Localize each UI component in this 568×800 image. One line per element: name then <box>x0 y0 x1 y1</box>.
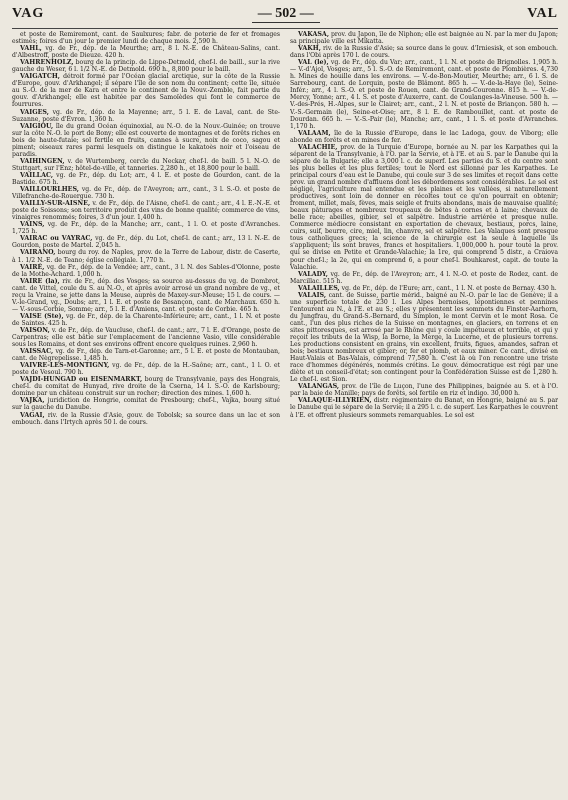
dictionary-entry <box>12 73 280 108</box>
entry-text: prov. du Japon, île de Niphon; elle est baignée au N. par la mer du Japon; sa principale ville est Mikatta. <box>290 31 558 46</box>
left-column <box>12 31 280 791</box>
entry-text: v. de Fr., dép. de l'Aisne, chef-l. de cant.; arr., 4 l. E.-N.-E. et poste de Soissons; son territoire produit des vins de bonne qualité; commerce de vins, vinaigres renommés; foires, 3 d'un jour. 1,400 h. <box>12 200 280 222</box>
entry-text: et poste de Remiremont, cant. de Saulxures; fabr. de poterie de fer et fromages estimés; foires d'un jour le premier lundi de chaque mois. 2,590 h. <box>12 31 280 46</box>
entry-text: vg. de Fr., dép. du Lot, chef-l. de cant.; arr., 13 l. N.-E. de Gourdon, poste de Martel. 2,045 h. <box>12 235 280 250</box>
page-number: — 502 — <box>252 6 320 23</box>
dictionary-entry <box>290 285 558 292</box>
entry-headword: VALADY, <box>298 270 328 278</box>
dictionary-entry <box>12 397 280 411</box>
entry-headword: VAJDI-HUNGAD ou EISENMARKT, <box>20 376 143 384</box>
entry-headword: VAIRANO, <box>20 249 56 257</box>
dictionary-entry <box>12 348 280 362</box>
entry-headword: VALANGAS, <box>298 383 340 391</box>
entry-text: riv. de Fr., dép. des Vosges; sa source au-dessus du vg. de Dombrot, cant. de Vittel, coule du S. au N.-O., et après avoir arrosé un grand nombre de vg., et reçu la Vraine, se jette dans la Meuse, auprès de Maxey-sur-Meuse; 15 l. de cours. — V.-le-Grand, vg., Doubs; arr., 1 l. E. et poste de Besançon, cant. de Marchaux. 650 h. — V.-sous-Corbie, Somme; arr., 5 l. E. d'Amiens, cant. et poste de Corbie. 465 h. <box>12 277 280 313</box>
entry-text: riv. de la Russie d'Asie, gouv. de Tobolsk; sa source dans un lac et son embouch. dans l'Irtych après 50 l. de cours. <box>12 411 280 426</box>
entry-headword: VAHL, <box>20 45 42 53</box>
dictionary-entry <box>290 292 558 384</box>
entry-headword: VAJKA, <box>20 397 45 405</box>
dictionary-entry <box>12 327 280 348</box>
entry-text: vg. de Fr., dép. de la Vendée; arr., cant., 3 l. N. des Sables-d'Olonne, poste de la Mothe-Achard. 1,000 h. <box>12 263 280 278</box>
dictionary-entry <box>12 186 280 200</box>
entry-text: île de la Russie d'Europe, dans le lac Ladoga, gouv. de Viborg; elle abonde en forêts et en mines de fer. <box>290 129 558 144</box>
entry-headword: VAGAI, <box>20 411 45 419</box>
entry-headword: VAIGES, <box>20 108 49 116</box>
entry-headword: VAHRENHOLZ, <box>20 59 74 67</box>
entry-text: bourg de la princip. de Lippe-Detmold, chef-l. de baill., sur la rive gauche du Weser, 6 l. 1/2 N.-E. de Detmold. 690 h., 8,800 pour le baill. <box>12 59 280 74</box>
entry-text: vg. de Fr., dép. de la Mayenne; arr., 5 l. E. de Laval, cant. de Ste-Suzanne, poste d'Évron. 1,360 h. <box>12 108 280 123</box>
running-head-right: VAL <box>527 6 558 21</box>
entry-text: vg. de Fr., dép. du Lot; arr., 4 l. E. et poste de Gourdon, cant. de la Bastide. 675 h. <box>12 171 280 186</box>
entry-headword: VALAILLES, <box>298 284 340 292</box>
dictionary-entry <box>290 59 558 129</box>
dictionary-entry <box>12 376 280 397</box>
entry-headword: VAINS, <box>20 221 45 229</box>
entry-headword: VAIRÉ, <box>20 263 45 271</box>
entry-text: vg. de Fr., dép. de l'Aveyron; arr., 4 l. N.-O. et poste de Rodez, cant. de Marcillac. 515 h. <box>290 270 558 285</box>
dictionary-entry <box>12 109 280 123</box>
entry-headword: VALACHIE, <box>298 143 338 151</box>
dictionary-entry <box>12 59 280 73</box>
entry-text: cant. de Suisse, partie mérid., baigné au N.-O. par le lac de Genève; il a une superficie totale de 230 l. Les Alpes bernoises, lépontiennes et pennines l'entourent au N., à l'E. et au S.; elles y présentent les sommets du Finster-Aarhorn, du Jungfrau, du Grand-S.-Bernard, du Simplon, le mont Cervin et le mont Rosa. Ce cant., l'un des plus riches de la Suisse en montagnes, en glaciers, en torrens et en sites pittoresques, est arrosé par le Rhône qui y coule impétueux et terrible, et qui y reçoit les tributs de la Wisp, la Borne, la Merge, la Lucerne, et de plusieurs torrens. Les productions consistent en grains, vin excellent, fruits, figues, amandes, safran et bois; bestiaux nombreux et gibier; or, fer et plomb, et eaux miner. Ce cant., divisé en Haut-Valais et Bas-Valais, comprend 77,580 h. C'est là où l'on rencontre une triste race d'hommes dégénérés, nommés crétins. Le gouv. démocratique est régi par une diète et un conseil-d'état; son contingent pour la Confédération Suisse est de 1,280 h. Le chef-l. est Sion. <box>290 291 558 384</box>
entry-headword: VALAQUE-ILLYRIEN, <box>298 397 372 405</box>
dictionary-entry <box>12 45 280 59</box>
entry-headword: VAIGIOU, <box>20 122 54 130</box>
entry-text: vg. de Fr., dép. du Var; arr., cant., 1 l. N. et poste de Brignolles. 1,905 h. — V.-d'Ajol, Vosges; arr., 5 l. S.-O. de Remiremont, cant. et poste de Plombières. 4,730 h. Mines de houille dans les environs. — V.-de-Bon-Moutier, Meurthe; arr., 6 l. S. de Sarrebourg, cant. de Lorquin, poste de Blâmont. 865 h. — V.-de-la-Haye (le), Seine-Infér.; arr., 4 l. S.-O. et poste de Rouen, cant. de Grand-Couronne. 815 h. — V.-de-Mercy, Yonne; arr., 4 l. S. et poste d'Auxerre, cant. de Coulanges-la-Vineuse. 500 h. — V.-des-Prés, H.-Alpes, sur le Clairet; arr., cant., 2 l. N. et poste de Briançon. 580 h. — V.-S.-Germain (le), Seine-et-Oise; arr., 8 l. E. de Rambouillet, cant. et poste de Dourdan. 665 h. — V.-S.-Pair (le), Manche; arr., cant., 1 l. S. et poste d'Avranches. 1,170 h. <box>290 59 558 130</box>
entry-text: bourg du roy. de Naples, prov. de la Terre de Labour, distr. de Caserte, à 1. 1/2 N.-E. de Teano; église collégiale. 1,770 h. <box>12 249 280 264</box>
dictionary-entry <box>12 249 280 263</box>
entry-text: vg. de Fr., dép. de l'Aveyron; arr., cant., 3 l. S.-O. et poste de Villefranche-de-Rouergue. 730 h. <box>12 186 280 201</box>
entry-text: vg. de Fr., dép. de la Charente-Inférieure; arr., cant., 1 l. N. et poste de Saintes. 425 h. <box>12 312 280 327</box>
entry-headword: VAIRAC ou VAYRAC, <box>20 235 93 243</box>
entry-text: vg. de Fr., dép. de la Meurthe; arr., 8 l. N.-E. de Château-Salins, cant. d'Albestroff, poste de Dieuze. 420 h. <box>12 45 280 60</box>
dictionary-entry <box>12 158 280 172</box>
entry-headword: VAISSAC, <box>20 348 54 356</box>
dictionary-entry <box>12 31 280 45</box>
entry-text: v. de Fr., dép. de Vaucluse, chef-l. de cant.; arr., 7 l. E. d'Orange, poste de Carpentras; elle est bâtie sur l'emplacement de l'ancienne Vasio, ville considérable sous les Romains, et dont ses environs offrent encore quelques ruines. 2,960 h. <box>12 326 280 349</box>
running-head-left: VAG <box>12 6 45 21</box>
dictionary-entry <box>12 313 280 327</box>
dictionary-entry <box>290 130 558 144</box>
entry-text: vg. de Fr., dép. de la Manche; arr., cant., 1 l. O. et poste d'Avranches. 1,725 h. <box>12 221 280 236</box>
dictionary-entry <box>12 172 280 186</box>
entry-text: bourg de Transylvanie, pays des Hongrais, chef-l. du comitat de Hunyad, rive droite de la Cserna, 14 l. S.-O. de Karlsbourg; domine par un château construit sur un rocher; direction des mines. 1,600 h. <box>12 376 280 398</box>
entry-headword: VAIHINGEN, <box>20 157 65 165</box>
entry-headword: VAILLOURLHES, <box>20 186 79 194</box>
dictionary-entry <box>12 200 280 221</box>
dictionary-entry <box>290 397 558 418</box>
dictionary-entry <box>290 271 558 285</box>
header-rule <box>12 28 558 29</box>
text-columns <box>12 31 558 791</box>
entry-headword: VAIGATCH, <box>20 73 60 81</box>
entry-headword: VAIVRE-LES-MONTIGNY, <box>20 362 110 370</box>
dictionary-entry <box>12 221 280 235</box>
entry-text: riv. de la Russie d'Asie; sa source dans le gouv. d'Irniesisk, et son embouch. dans l'Obi après 170 l. de cours. <box>290 45 558 60</box>
entry-text: détroit formé par l'Océan glacial arctique, sur la côte de la Russie d'Europe, gouv. d'Arkhangel; il sépare l'île de son nom du continent; cette île, située au S.-O. de la mer de Kara et entre le continent de la Nouv.-Zemble, fait partie du gouv. d'Arkhangel; elle est habitée par des Samoïèdes qui font le commerce de fourrures. <box>12 73 280 109</box>
right-column <box>290 31 558 791</box>
dictionary-entry <box>12 362 280 376</box>
entry-text: vg. de Fr., dép. de l'Eure; arr., cant., 1 l. N. et poste de Bernay. 430 h. <box>341 284 557 292</box>
entry-headword: VAISE (Ste), <box>20 312 64 320</box>
entry-headword: VAILLY-SUR-AISNE, <box>20 200 91 208</box>
page-header <box>12 6 558 28</box>
entry-text: distr. régimentaire du Banat, en Hongrie, baigné au S. par le Danube qui le sépare de la Servie; il a 295 l. c. de superf. Les Karpathes le couvrent à l'E. et offrent plusieurs sommets remarquables. Le sol est <box>290 397 558 419</box>
entry-headword: VALAAM, <box>298 129 331 137</box>
entry-text: v. de Wurtemberg, cercle du Neckar, chef-l. de baill. 5 l. N.-O. de Stuttgart, sur l'Enz; hôtel-de-ville, et tanneries. 2,280 h., et 18,800 pour le baill. <box>12 157 280 172</box>
entry-text: juridiction de Hongrie, comitat de Presbourg; chef-l., Vajka, bourg situé sur la gauche du Danube. <box>12 397 280 412</box>
entry-text: vg. de Fr., dép. de la H.-Saône; arr., cant., 1 l. O. et poste de Vesoul. 790 h. <box>12 362 280 377</box>
dictionary-entry <box>12 123 280 158</box>
entry-headword: VAILLAC, <box>20 171 54 179</box>
entry-headword: VAKASA, <box>298 31 330 38</box>
entry-headword: VAISON, <box>20 326 50 334</box>
dictionary-entry <box>12 264 280 278</box>
dictionary-entry <box>290 383 558 397</box>
entry-headword: VAIRE (la), <box>20 277 60 285</box>
entry-text: prov. de la Turquie d'Europe, bornée au N. par les Karpathes qui la séparent de la Transylvanie, à l'O. par la Servie, et à l'E. et au S. par le Danube qui la sépare de la Bulgarie; elle a 3,000 l. c. de superf. Les parties du S. et du centre sont les plus belles et les plus fertiles; tout le Nord est sillonné par les Karpathes. Le principal cours d'eau est le Danube, qui coule sur 3 de ses limites et reçoit dans cette prov. un grand nombre d'affluens dont les débordemens sont considérables. Le sol est négligé, l'agriculture mal entendue et les plaines et les vallées, si naturellement productives, sont loin de donner en récoltes tout ce qu'on pourrait en obtenir; froment, millet, maïs, fèves, mais seigle et fruits abondans, mais de mauvaise qualité; beaux pâturages et nombreux troupeaux de bêtes à cornes et à laine; chevaux de belle race; abeilles, gibier, sel et salpêtre. Industrie arriérée et presque nulle. Commerce médiocre consistant en exportation de chevaux, bestiaux, porcs, laine, cuirs, suif, beurre, cire, miel, lin, chanvre, sel et salpêtre. Les Valaques sont presque tous catholiques grecs; la science de la chirurgie est la seule à laquelle ils s'appliquent; ils sont braves, francs et hospitaliers. 1,000,000 h. pour toute la prov. qui se divise en Petite et Grande-Valachie; la 1re, qui comprend 5 distr., a Craiova pour chef-l.; la 2e, qui en comprend 6, a pour chef-l. Bouhkarest, capit. de toute la Valachie. <box>290 143 558 271</box>
dictionary-entry <box>12 235 280 249</box>
entry-headword: VALAIS, <box>298 291 327 299</box>
entry-text: île du grand Océan équinoxial, au N.-O. de la Nouv.-Guinée; on trouve sur la côte N.-O. le port de Bony; elle est couverte de montagnes et de forêts riches en bois de haute-futaie; sol fertile en fruits, cannes à sucre, noix de coco, sagou et piment; oiseaux rares parmi lesquels on distingue le kakatoès noir et l'oiseau de paradis. <box>12 122 280 158</box>
dictionary-entry <box>12 278 280 313</box>
entry-headword: VAL (le), <box>298 59 329 67</box>
entry-headword: VAKH, <box>298 45 321 53</box>
dictionary-entry <box>290 31 558 45</box>
entry-text: vg. de Fr., dép. de Tarn-et-Garonne; arr., 5 l. E. et poste de Montauban, cant. de Nègrepelisse. 1,485 h. <box>12 348 280 363</box>
dictionary-entry <box>290 144 558 271</box>
dictionary-entry <box>12 412 280 426</box>
dictionary-entry <box>290 45 558 59</box>
entry-text: prov. de l'île de Luçon, l'une des Philippines, baignée au S. et à l'O. par la baie de Manille; pays de forêts, sol fertile en riz et indigo. 30,000 h. <box>290 383 558 398</box>
